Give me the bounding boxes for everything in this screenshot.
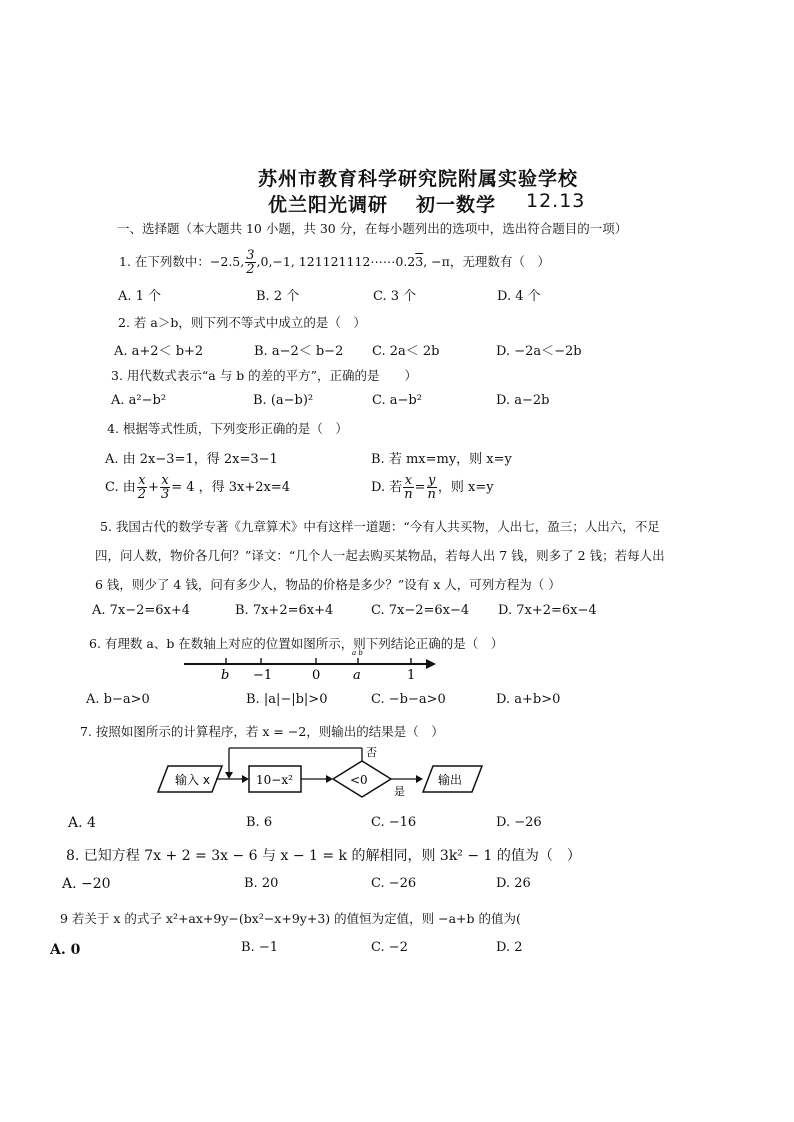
question-4: 4. 根据等式性质，下列变形正确的是（ ） <box>107 421 348 436</box>
q7-option-d[interactable]: D. −26 <box>496 815 542 830</box>
q5-option-c[interactable]: C. 7x−2=6x−4 <box>371 603 470 618</box>
q6-option-a[interactable]: A. b−a>0 <box>86 692 150 707</box>
flow-yes-label: 是 <box>394 785 405 798</box>
q2-option-d[interactable]: D. −2a＜−2b <box>496 344 582 359</box>
q3-option-a[interactable]: A. a²−b² <box>111 393 167 408</box>
axis-label-minus-one: −1 <box>253 668 273 682</box>
q5-option-a[interactable]: A. 7x−2=6x+4 <box>92 603 191 618</box>
q1-option-c[interactable]: C. 3 个 <box>373 289 417 304</box>
axis-label-b: b <box>221 668 230 682</box>
q8-option-a[interactable]: A. −20 <box>62 876 111 892</box>
q1-repeat-digit: 3 <box>415 254 424 269</box>
flowchart <box>150 742 490 806</box>
q1-frac-num: 3 <box>246 248 255 263</box>
svg-text:输出: 输出 <box>438 773 463 787</box>
question-9: 9 若关于 x 的式子 x²+ax+9y−(bx²−x+9y+3) 的值恒为定值，则 −a+b 的值为( <box>60 911 521 926</box>
q3-option-d[interactable]: D. a−2b <box>496 393 550 408</box>
question-5-line-1: 5. 我国古代的数学专著《九章算术》中有这样一道题：“今有人共买物，人出七，盈三；人出六，不足 <box>100 519 660 534</box>
q2-option-a[interactable]: A. a+2＜ b+2 <box>114 344 204 359</box>
q9-option-b[interactable]: B. −1 <box>241 940 278 955</box>
axis-label-one: 1 <box>407 668 416 682</box>
question-5-line-2: 四，问人数，物价各几何？”译文：“几个人一起去购买某物品，若每人出 7 钱，则多了 2 钱；若每人出 <box>95 548 665 563</box>
q7-option-c[interactable]: C. −16 <box>371 815 417 830</box>
q2-option-b[interactable]: B. a−2＜ b−2 <box>254 344 344 359</box>
number-line <box>180 648 440 682</box>
svg-text:<0: <0 <box>350 773 368 787</box>
q9-option-d[interactable]: D. 2 <box>496 940 523 955</box>
question-1: 1. 在下列数中：−2.5, $\frac{3}{2}$ ,0,−1, 121121112⋯⋯0.23, −π，无理数有（ ） <box>119 248 550 277</box>
q4-option-b[interactable]: B. 若 mx=my，则 x=y <box>371 452 512 467</box>
q9-option-a[interactable]: A. 0 <box>50 942 81 958</box>
q5-option-d[interactable]: D. 7x+2=6x−4 <box>498 603 597 618</box>
subject-name: 初一数学 <box>416 194 497 216</box>
q4-option-d[interactable]: D. 若 $\frac{x}{n}$ = $\frac{y}{n}$ ，则 x=y <box>371 473 494 502</box>
section-heading: 一、选择题（本大题共 10 小题，共 30 分，在每小题列出的选项中，选出符合题目的一项） <box>117 221 628 236</box>
q3-option-b[interactable]: B. (a−b)² <box>253 393 314 408</box>
q8-option-d[interactable]: D. 26 <box>496 876 531 891</box>
q1-option-d[interactable]: D. 4 个 <box>497 289 541 304</box>
q6-option-d[interactable]: D. a+b>0 <box>496 692 561 707</box>
axis-annotation-ab: a b <box>352 649 363 657</box>
q9-option-c[interactable]: C. −2 <box>371 940 408 955</box>
question-8: 8. 已知方程 7x + 2 = 3x − 6 与 x − 1 = k 的解相同，则 3k² − 1 的值为（ ） <box>66 848 581 864</box>
q1-option-b[interactable]: B. 2 个 <box>256 289 300 304</box>
axis-label-a: a <box>353 668 361 682</box>
q6-option-c[interactable]: C. −b−a>0 <box>371 692 446 707</box>
question-3: 3. 用代数式表示“a 与 b 的差的平方”，正确的是 ） <box>111 368 418 383</box>
exam-date: 12.13 <box>526 190 586 212</box>
question-6: 6. 有理数 a、b 在数轴上对应的位置如图所示，则下列结论正确的是（ ） <box>89 636 504 651</box>
q8-option-b[interactable]: B. 20 <box>244 876 279 891</box>
flow-no-label: 否 <box>366 746 377 759</box>
exam-name: 优兰阳光调研 <box>268 194 389 216</box>
q1-frac-den: 2 <box>246 262 255 277</box>
q1-option-a[interactable]: A. 1 个 <box>118 289 162 304</box>
q3-option-c[interactable]: C. a−b² <box>372 393 422 408</box>
svg-text:输入 x: 输入 x <box>175 773 210 787</box>
q8-option-c[interactable]: C. −26 <box>371 876 417 891</box>
svg-text:10−x²: 10−x² <box>256 773 293 787</box>
question-5-line-3: 6 钱，则少了 4 钱，问有多少人，物品的价格是多少？”设有 x 人，可列方程为（ ） <box>95 577 561 592</box>
school-title: 苏州市教育科学研究院附属实验学校 <box>258 168 579 190</box>
question-7: 7. 按照如图所示的计算程序，若 x = −2，则输出的结果是（ ） <box>80 724 444 739</box>
q4-option-a[interactable]: A. 由 2x−3=1，得 2x=3−1 <box>105 452 278 467</box>
q2-option-c[interactable]: C. 2a＜ 2b <box>372 344 440 359</box>
q7-option-a[interactable]: A. 4 <box>68 815 96 831</box>
q4-option-c[interactable]: C. 由 $\frac{x}{2}$ + $\frac{x}{3}$ = 4 ，得 3x+2x=4 <box>105 473 291 502</box>
q6-option-b[interactable]: B. |a|−|b|>0 <box>246 692 328 707</box>
axis-label-zero: 0 <box>312 668 321 682</box>
q7-option-b[interactable]: B. 6 <box>246 815 273 830</box>
q5-option-b[interactable]: B. 7x+2=6x+4 <box>235 603 334 618</box>
question-2: 2. 若 a＞b，则下列不等式中成立的是（ ） <box>118 315 366 330</box>
